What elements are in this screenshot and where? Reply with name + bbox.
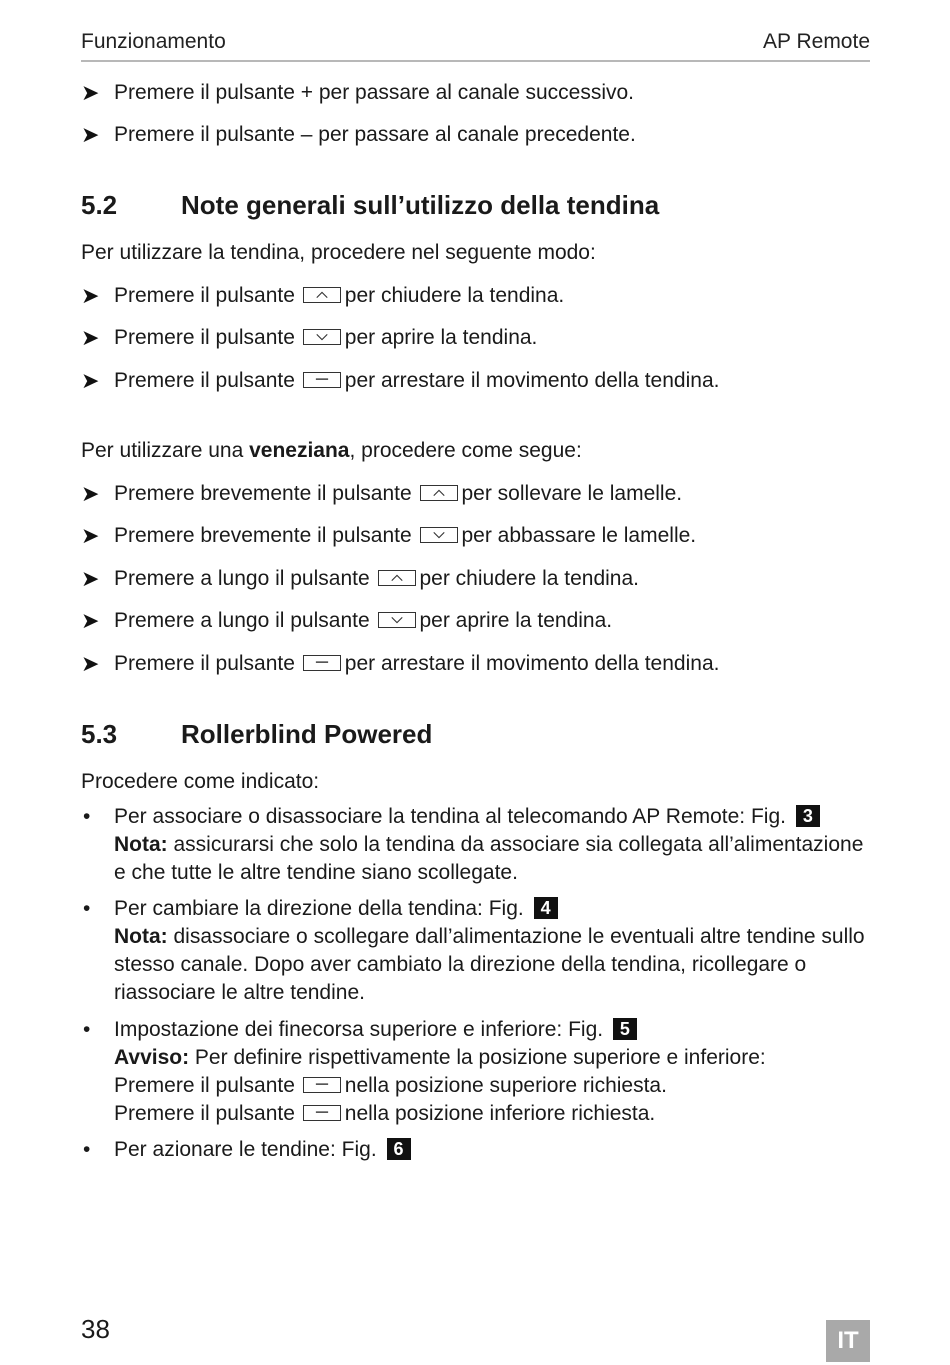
list-item: • Per azionare le tendine: Fig. 6 bbox=[81, 1136, 870, 1164]
instruction-step: ➤ Premere il pulsante per arrestare il movimento della tendina. bbox=[81, 651, 720, 676]
bullet-dot: • bbox=[83, 1138, 91, 1161]
down-button-icon bbox=[378, 612, 416, 628]
figure-reference: 4 bbox=[534, 897, 558, 919]
up-button-icon bbox=[378, 570, 416, 586]
arrow-bullet-icon: ➤ bbox=[81, 283, 100, 308]
language-badge: IT bbox=[826, 1320, 870, 1362]
page-number: 38 bbox=[81, 1314, 110, 1344]
instruction-step: ➤ Premere a lungo il pulsante per aprire la tendina. bbox=[81, 608, 613, 633]
arrow-bullet-icon: ➤ bbox=[81, 566, 100, 591]
running-header bbox=[81, 30, 870, 62]
figure-reference: 3 bbox=[796, 805, 820, 827]
instruction-step: ➤ Premere brevemente il pulsante per sollevare le lamelle. bbox=[81, 481, 683, 506]
arrow-bullet-icon: ➤ bbox=[81, 481, 100, 506]
instruction-step: ➤ Premere il pulsante per arrestare il movimento della tendina. bbox=[81, 368, 720, 393]
section-number: 5.2 bbox=[81, 190, 118, 220]
instruction-step: ➤ Premere brevemente il pulsante per abbassare le lamelle. bbox=[81, 523, 697, 548]
arrow-bullet-icon: ➤ bbox=[81, 368, 100, 393]
instruction-step: ➤ Premere il pulsante + per passare al canale successivo. bbox=[81, 80, 635, 105]
arrow-bullet-icon: ➤ bbox=[81, 608, 100, 633]
note-label: Nota: bbox=[114, 925, 168, 948]
section-title: Rollerblind Powered bbox=[181, 719, 433, 749]
header-product: AP Remote bbox=[763, 30, 870, 53]
instruction-step: ➤ Premere il pulsante – per passare al canale precedente. bbox=[81, 122, 636, 147]
figure-reference: 6 bbox=[387, 1138, 411, 1160]
up-button-icon bbox=[420, 485, 458, 501]
emphasis: veneziana bbox=[249, 439, 350, 462]
section-title: Note generali sull’utilizzo della tendina bbox=[181, 190, 660, 220]
arrow-bullet-icon: ➤ bbox=[81, 122, 100, 147]
section-number: 5.3 bbox=[81, 719, 118, 749]
list-item: • Per associare o disassociare la tendina al telecomando AP Remote: Fig. 3 Nota: assicurarsi che solo la tendina da associare sia collegata all’alimentazione e che tutte le altre tendine siano scollegate. bbox=[83, 805, 864, 884]
paragraph: Per utilizzare la tendina, procedere nel seguente modo: bbox=[81, 241, 596, 264]
instruction-step: ➤ Premere a lungo il pulsante per chiudere la tendina. bbox=[81, 566, 639, 591]
arrow-bullet-icon: ➤ bbox=[81, 325, 100, 350]
bullet-dot: • bbox=[83, 897, 91, 920]
arrow-bullet-icon: ➤ bbox=[81, 523, 100, 548]
warning-label: Avviso: bbox=[114, 1046, 190, 1069]
stop-button-icon bbox=[303, 372, 341, 388]
header-section: Funzionamento bbox=[81, 30, 226, 53]
section-heading bbox=[81, 190, 659, 221]
arrow-bullet-icon: ➤ bbox=[81, 80, 100, 105]
figure-reference: 5 bbox=[613, 1018, 637, 1040]
paragraph: Procedere come indicato: bbox=[81, 770, 320, 793]
list-item: • Per cambiare la direzione della tendina: Fig. 4 Nota: disassociare o scollegare dall’alimentazione le eventuali altre tendine sullo stesso canale. Dopo aver cambiato la direzione della tendina, ricollegare o riassociare le altre tendine. bbox=[83, 897, 865, 1004]
bullet-dot: • bbox=[83, 1018, 91, 1041]
note-label: Nota: bbox=[114, 833, 168, 856]
up-button-icon bbox=[303, 287, 341, 303]
instruction-step: ➤ Premere il pulsante per aprire la tendina. bbox=[81, 325, 538, 350]
paragraph: Per utilizzare una veneziana, procedere come segue: bbox=[81, 439, 582, 462]
stop-button-icon bbox=[303, 1077, 341, 1093]
stop-button-icon bbox=[303, 1105, 341, 1121]
down-button-icon bbox=[420, 527, 458, 543]
section-heading bbox=[81, 719, 432, 750]
list-item: • Impostazione dei finecorsa superiore e inferiore: Fig. 5 Avviso: Per definire rispettivamente la posizione superiore e inferiore: Premere il pulsante nella posizione superiore richiesta. Premere il pulsante nella posizione inferiore richiesta. bbox=[83, 1018, 766, 1125]
down-button-icon bbox=[303, 329, 341, 345]
instruction-step: ➤ Premere il pulsante per chiudere la tendina. bbox=[81, 283, 565, 308]
stop-button-icon bbox=[303, 655, 341, 671]
bullet-dot: • bbox=[83, 805, 91, 828]
arrow-bullet-icon: ➤ bbox=[81, 651, 100, 676]
